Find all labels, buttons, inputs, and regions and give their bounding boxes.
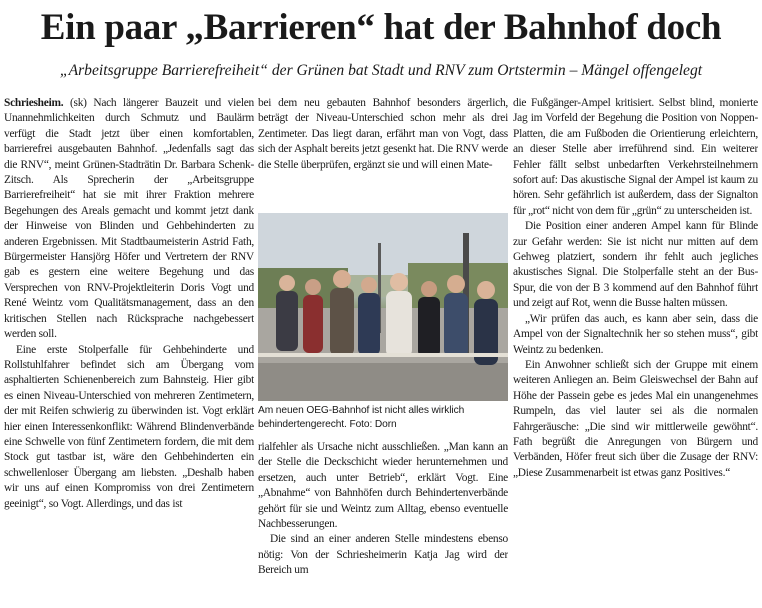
paragraph: bei dem neu gebauten Bahnhof besonders ärgerlich, beträgt der Niveau-Unterschied schon mehr als drei Zentimeter. Das liegt daran, erfährt man von Vogt, dass sich der Asphalt bereits jetzt gesenkt hat. Die RNV werde die Stelle überprüfen, ergänzt sie und will einen Mate- bbox=[258, 97, 508, 171]
paragraph-text: (sk) Nach längerer Bauzeit und vielen Unannehmlichkeiten durch Schmutz und Baulärm verfügt die Stadt jetzt über einen komfortablen, barrierefrei ausgebauten Bahnhof. „Jedenfalls sagt das die RNV“, meint Grünen-Stadträtin Dr. Barbara Schenk-Zitsch. Als Sprecherin der „Arbeitsgruppe Barrierefreiheit“ hat sie mit ihrer Fraktion mehrere Begehungen des Areals gemacht und kommt jetzt dank der Hinweise von Blinden und Gehbehinderten zu anderen Ergebnissen. Mit Stadtbaumeisterin Astrid Fath, Bürgermeister Hansjörg Höfer und Vertretern der RNV gab es gestern eine weitere Begehung und das Versprechen von RNV-Projektleiterin Doris Vogt und René Weintz vom Qualitätsmanagement, dass an den kritischen Stellen nach Rücksprache nachgebessert werden soll. bbox=[4, 97, 254, 341]
paragraph: Die Position einer anderen Ampel kann für Blinde zur Gefahr werden: Sie ist nicht nur mitten auf dem Gehweg platziert, sondern ihr fehlt auch jegliches akustisches Signal. Die Stolperfalle steht an der Bus-Spur, die von der B 3 kommend auf den Bahnhof führt und zeigt auf Rot, wenn die Busse halten müssen. bbox=[513, 220, 758, 310]
headline: Ein paar „Barrieren“ hat der Bahnhof doch bbox=[40, 7, 722, 48]
paragraph: Eine erste Stolperfalle für Gehbehinderte und Rollstuhlfahrer befindet sich am Übergang vom asphaltierten Schienenbereich zum Bahnsteig. Hier gibt es einen Niveau-Unterschied von mehreren Zentimetern, der mit Reifen schwierig zu überwinden ist. Vogt erklärt hier einen Interessenkonflikt: Während Blindenverbände eine Schwelle von fünf Zentimetern fordern, die mit dem Stock gut tastbar ist, wäre den Gehbehinderten ein schwellenloser Übergang am liebsten. „Deshalb haben wir uns auf einen Kompromiss von drei Zentimetern geeinigt“, so Vogt. Allerdings, und das ist bbox=[4, 343, 254, 510]
column-2 bbox=[258, 96, 508, 606]
photo-caption: Am neuen OEG-Bahnhof ist nicht alles wirklich behindertengerecht. Foto: Dorn bbox=[258, 405, 465, 430]
paragraph: „Wir prüfen das auch, es kann aber sein, dass die Ampel von der Signaltechnik her so stehen muss“, gibt Weintz zu bedenken. bbox=[513, 312, 758, 356]
subheadline: „Arbeitsgruppe Barrierefreiheit“ der Grünen bat Stadt und RNV zum Ortstermin – Mängel offengelegt bbox=[59, 62, 703, 79]
photo-group-at-station bbox=[258, 213, 508, 401]
column-3 bbox=[513, 96, 758, 606]
paragraph: die Fußgänger-Ampel kritisiert. Selbst blind, monierte Jag im Vorfeld der Begehung die Position von Noppen-Platten, die am Fußboden die Orientierung erleichtern, an dieser Stelle aber irreführend sind. Ein weiterer Fehler fällt selbst unbedarften Verkehrsteilnehmern sofort auf: Das akustische Signal der Ampel ist kaum zu hören. Sehr gefährlich ist außerdem, dass der Signalton für „rot“ nicht von dem für „grün“ zu unterscheiden ist. bbox=[513, 97, 758, 217]
paragraph: Ein Anwohner schließt sich der Gruppe mit einem weiteren Anliegen an. Beim Gleiswechsel der Bahn auf Höhe der Passein gebe es jedes Mal ein unangenehmes Rumpeln, das viel lauter sei als die normalen Fahrgeräusche: „Die sind wir mittlerweile gewöhnt“. Fath begrüßt die Anregungen von Bürgern und Verbänden, Höfer freut sich über die Zusage der RNV: „Diese Zusammenarbeit ist etwas ganz Positives.“ bbox=[513, 358, 758, 479]
paragraph: rialfehler als Ursache nicht ausschließen. „Man kann an der Stelle die Deckschicht wieder herunternehmen und ersetzen, auch unter Betrieb“, erklärt Vogt. Eine „Abnahme“ von Bahnhöfen durch Behindertenverbände gehört für sie und Weintz zum Alltag, ebenso eventuelle Nachbesserungen. bbox=[258, 441, 508, 531]
paragraph bbox=[4, 96, 254, 343]
dateline: Schriesheim. bbox=[4, 97, 64, 109]
column-1 bbox=[4, 96, 254, 606]
paragraph: Die sind an einer anderen Stelle mindestens ebenso nötig: Von der Schriesheimerin Katja Jag wird der Bereich um bbox=[258, 533, 508, 577]
